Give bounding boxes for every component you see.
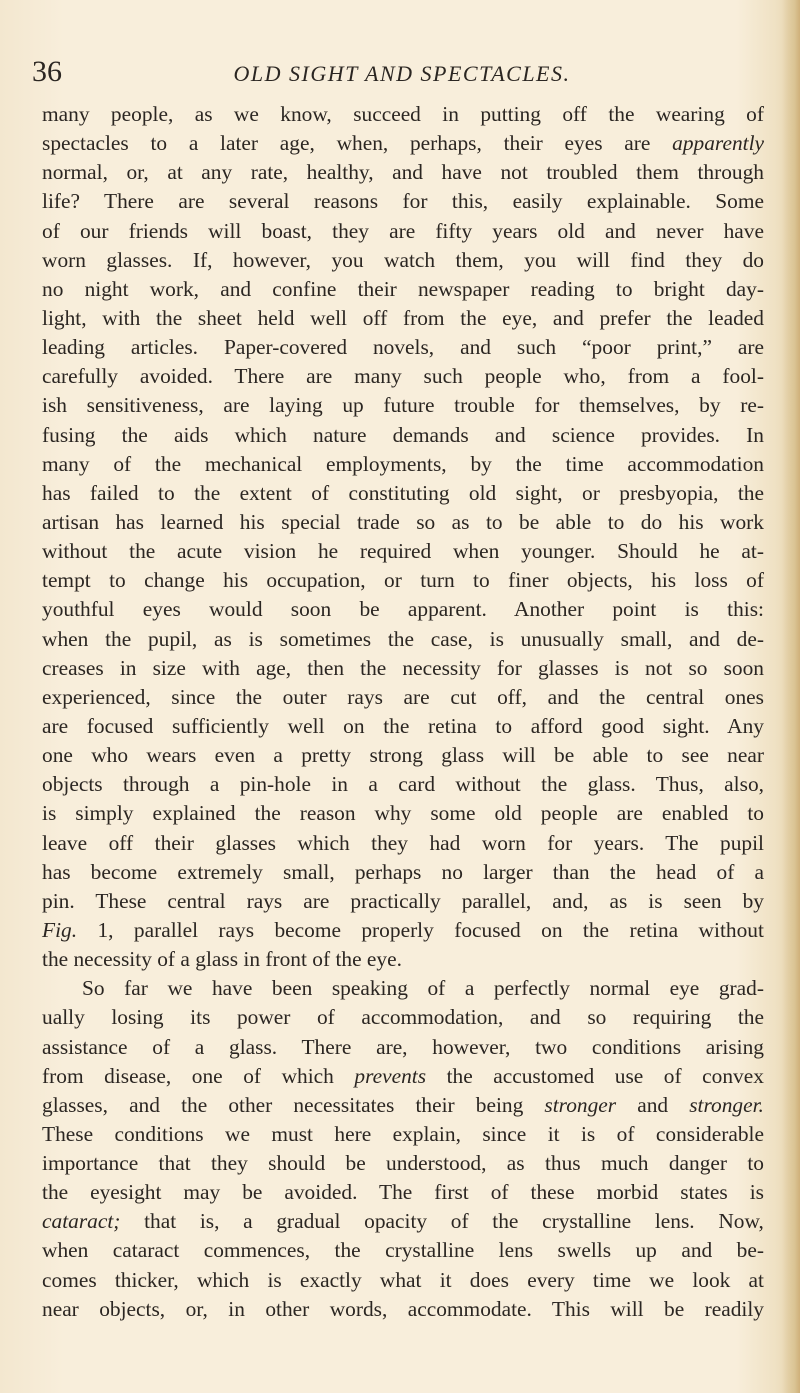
- text-line: comes thicker, which is exactly what it does every time we look at: [42, 1267, 764, 1292]
- text-line: of our friends will boast, they are fifty years old and never have: [42, 218, 764, 243]
- text-line: is simply explained the reason why some old people are enabled to: [42, 801, 764, 826]
- body-text: [42, 100, 764, 1324]
- text-line: These conditions we must here explain, since it is of considerable: [42, 1121, 764, 1146]
- text-line: without the acute vision he required when younger. Should he at-: [42, 539, 764, 564]
- text-line: fusing the aids which nature demands and science provides. In: [42, 422, 764, 447]
- text-line: leave off their glasses which they had worn for years. The pupil: [42, 830, 764, 855]
- text-line: carefully avoided. There are many such people who, from a fool-: [42, 364, 764, 389]
- text-line: from disease, one of which prevents the accustomed use of convex: [42, 1063, 764, 1088]
- text-line: creases in size with age, then the necessity for glasses is not so soon: [42, 655, 764, 680]
- text-line: life? There are several reasons for this, easily explainable. Some: [42, 189, 764, 214]
- text-line: tempt to change his occupation, or turn to finer objects, his loss of: [42, 568, 764, 593]
- text-line: one who wears even a pretty strong glass will be able to see near: [42, 743, 764, 768]
- text-line: light, with the sheet held well off from the eye, and prefer the leaded: [42, 305, 764, 330]
- text-line: the necessity of a glass in front of the eye.: [42, 947, 402, 972]
- text-line: has failed to the extent of constituting old sight, or presbyopia, the: [42, 480, 764, 505]
- page-number: 36: [32, 55, 62, 88]
- text-line: many of the mechanical employments, by the time accommodation: [42, 451, 764, 476]
- page-edge-shadow: [782, 0, 800, 1393]
- text-line: worn glasses. If, however, you watch them, you will find they do: [42, 247, 764, 272]
- text-line: cataract; that is, a gradual opacity of the crystalline lens. Now,: [42, 1209, 764, 1234]
- text-line: ish sensitiveness, are laying up future trouble for themselves, by re-: [42, 393, 764, 418]
- text-line: assistance of a glass. There are, however, two conditions arising: [42, 1034, 764, 1059]
- text-line: glasses, and the other necessitates their being stronger and stronger.: [42, 1092, 764, 1117]
- text-line: importance that they should be understood, as thus much danger to: [42, 1151, 764, 1176]
- text-line: many people, as we know, succeed in putting off the wearing of: [42, 102, 764, 126]
- text-line: when the pupil, as is sometimes the case, is unusually small, and de-: [42, 626, 764, 651]
- text-line: near objects, or, in other words, accommodate. This will be readily: [42, 1296, 764, 1321]
- text-line: are focused sufficiently well on the retina to afford good sight. Any: [42, 713, 764, 738]
- text-line: objects through a pin-hole in a card without the glass. Thus, also,: [42, 772, 764, 797]
- text-line: artisan has learned his special trade so as to be able to do his work: [42, 509, 764, 534]
- text-line: when cataract commences, the crystalline lens swells up and be-: [42, 1238, 764, 1263]
- text-line: spectacles to a later age, when, perhaps, their eyes are apparently: [42, 131, 765, 156]
- text-line: the eyesight may be avoided. The first of these morbid states is: [42, 1180, 764, 1205]
- text-line: normal, or, at any rate, healthy, and have not troubled them through: [42, 160, 764, 185]
- text-line: So far we have been speaking of a perfectly normal eye grad-: [82, 976, 764, 1001]
- running-title: OLD SIGHT AND SPECTACLES.: [233, 61, 571, 86]
- text-line: Fig. 1, parallel rays become properly focused on the retina without: [42, 917, 764, 942]
- text-line: pin. These central rays are practically parallel, and, as is seen by: [42, 888, 764, 913]
- text-line: ually losing its power of accommodation, and so requiring the: [42, 1005, 764, 1030]
- text-line: youthful eyes would soon be apparent. Another point is this:: [42, 597, 764, 622]
- page-header: [32, 54, 772, 94]
- text-line: has become extremely small, perhaps no larger than the head of a: [42, 859, 764, 884]
- text-line: no night work, and confine their newspaper reading to bright day-: [42, 276, 764, 301]
- text-line: leading articles. Paper-covered novels, and such “poor print,” are: [42, 335, 764, 360]
- text-line: experienced, since the outer rays are cut off, and the central ones: [42, 684, 764, 709]
